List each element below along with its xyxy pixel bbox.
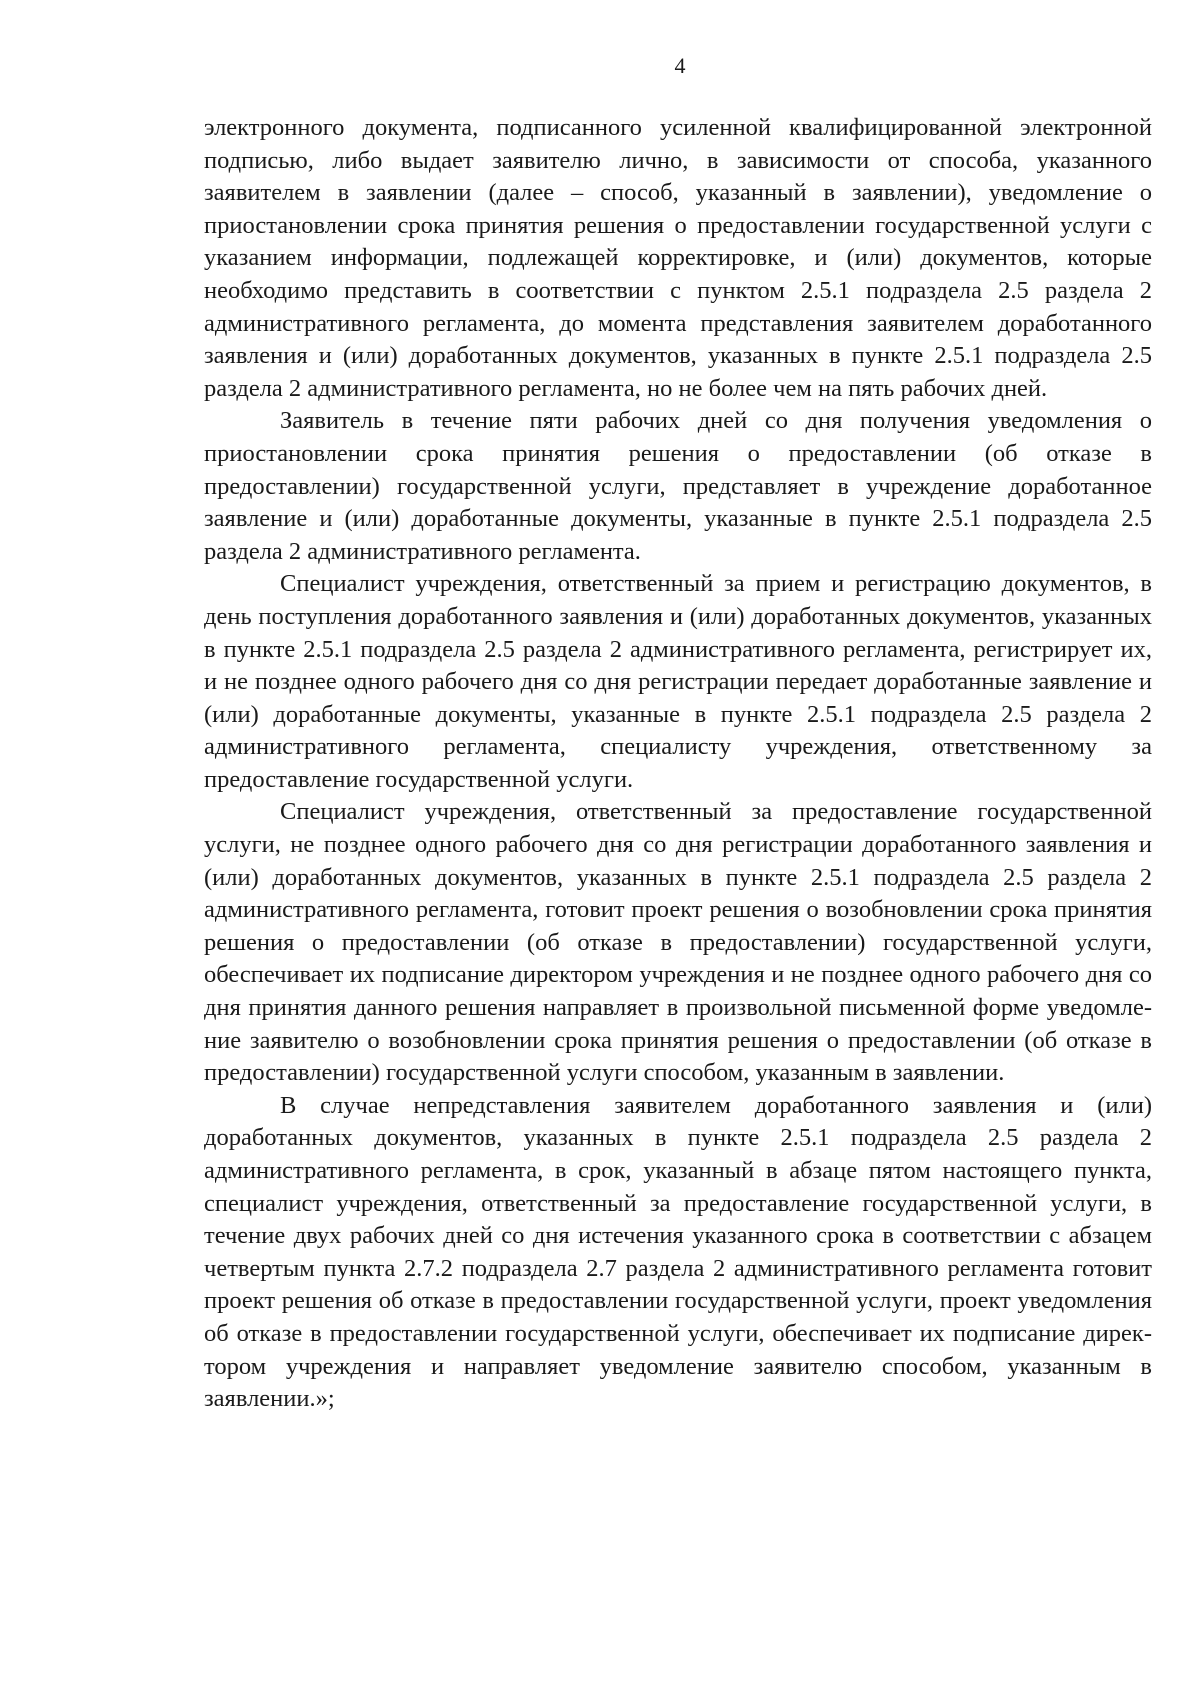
page-number: 4: [674, 53, 686, 78]
paragraph-non-submission: В случае непредставления заявителем доработанного заявления и (или) доработанных документов, указанных в пункте 2.5.1 подраздела 2.5 раздела 2 административного регламента, в срок, указанный в абзаце пятом настоящего пункта, специалист учреждения, ответственный за предоставление государственной услуги, в течение двух рабочих дней со дня истечения указанного срока в соответствии с абзацем четвертым пункта 2.7.2 подраздела 2.7 раздела 2 административного регламента готовит проект решения об отказе в предоставлении государственной услуги, проект уведомления об отказе в предоставлении государственной услуги, обеспечивает их подписание директором учреждения и направляет уведомление заявителю способом, указанным в заявлении.»;: [204, 1091, 1152, 1413]
paragraph-continuation: электронного документа, подписанного усиленной квалифицированной электронной подписью, либо выдает заявителю лично, в зависимости от способа, указанного заявителем в заявлении (далее – способ, указанный в заявлении), уведомление о приостановлении срока принятия решения о предоставлении государственной услуги с указанием информации, подлежащей корректировке, и (или) документов, которые необходимо представить в соответствии с пунктом 2.5.1 подраздела 2.5 раздела 2 административного регламента, до момента представления заявителем доработанного заявления и (или) доработанных документов, указанных в пункте 2.5.1 подраздела 2.5 раздела 2 административного регламента, но не более чем на пять рабочих дней.: [204, 114, 1152, 402]
paragraph-service-specialist: Специалист учреждения, ответственный за предоставление государственной услуги, не позднее одного рабочего дня со дня регистрации доработанного заявления и (или) доработанных документов, указанных в пункте 2.5.1 подраздела 2.5 раздела 2 административного регламента, готовит проект решения о возобновлении срока принятия решения о предоставлении (об отказе в предоставлении) государственной услуги, обеспечивает их подписание директором учреждения и не позднее одного рабочего дня со дня принятия данного решения направляет в произвольной письменной форме уведомление заявителю о возобновлении срока принятия решения о предоставлении (об отказе в предоставлении) государственной услуги способом, указанным в заявлении.: [204, 798, 1152, 1087]
paragraph-applicant-resubmission: Заявитель в течение пяти рабочих дней со дня получения уведомления о приостановлении срока принятия решения о предоставлении (об отказе в предоставлении) государственной услуги, представляет в учреждение доработанное заявление и (или) доработанные документы, указанные в пункте 2.5.1 подраздела 2.5 раздела 2 административного регламента.: [204, 407, 1152, 565]
document-body: [204, 112, 1152, 1416]
paragraph-registration-specialist: Специалист учреждения, ответственный за прием и регистрацию документов, в день поступления доработанного заявления и (или) доработанных документов, указанных в пункте 2.5.1 подраздела 2.5 раздела 2 административного регламента, регистрирует их, и не позднее одного рабочего дня со дня регистрации передает доработанные заявление и (или) доработанные документы, указанные в пункте 2.5.1 подраздела 2.5 раздела 2 административного регламента, специалисту учреждения, ответственному за предоставление государственной услуги.: [204, 570, 1152, 793]
